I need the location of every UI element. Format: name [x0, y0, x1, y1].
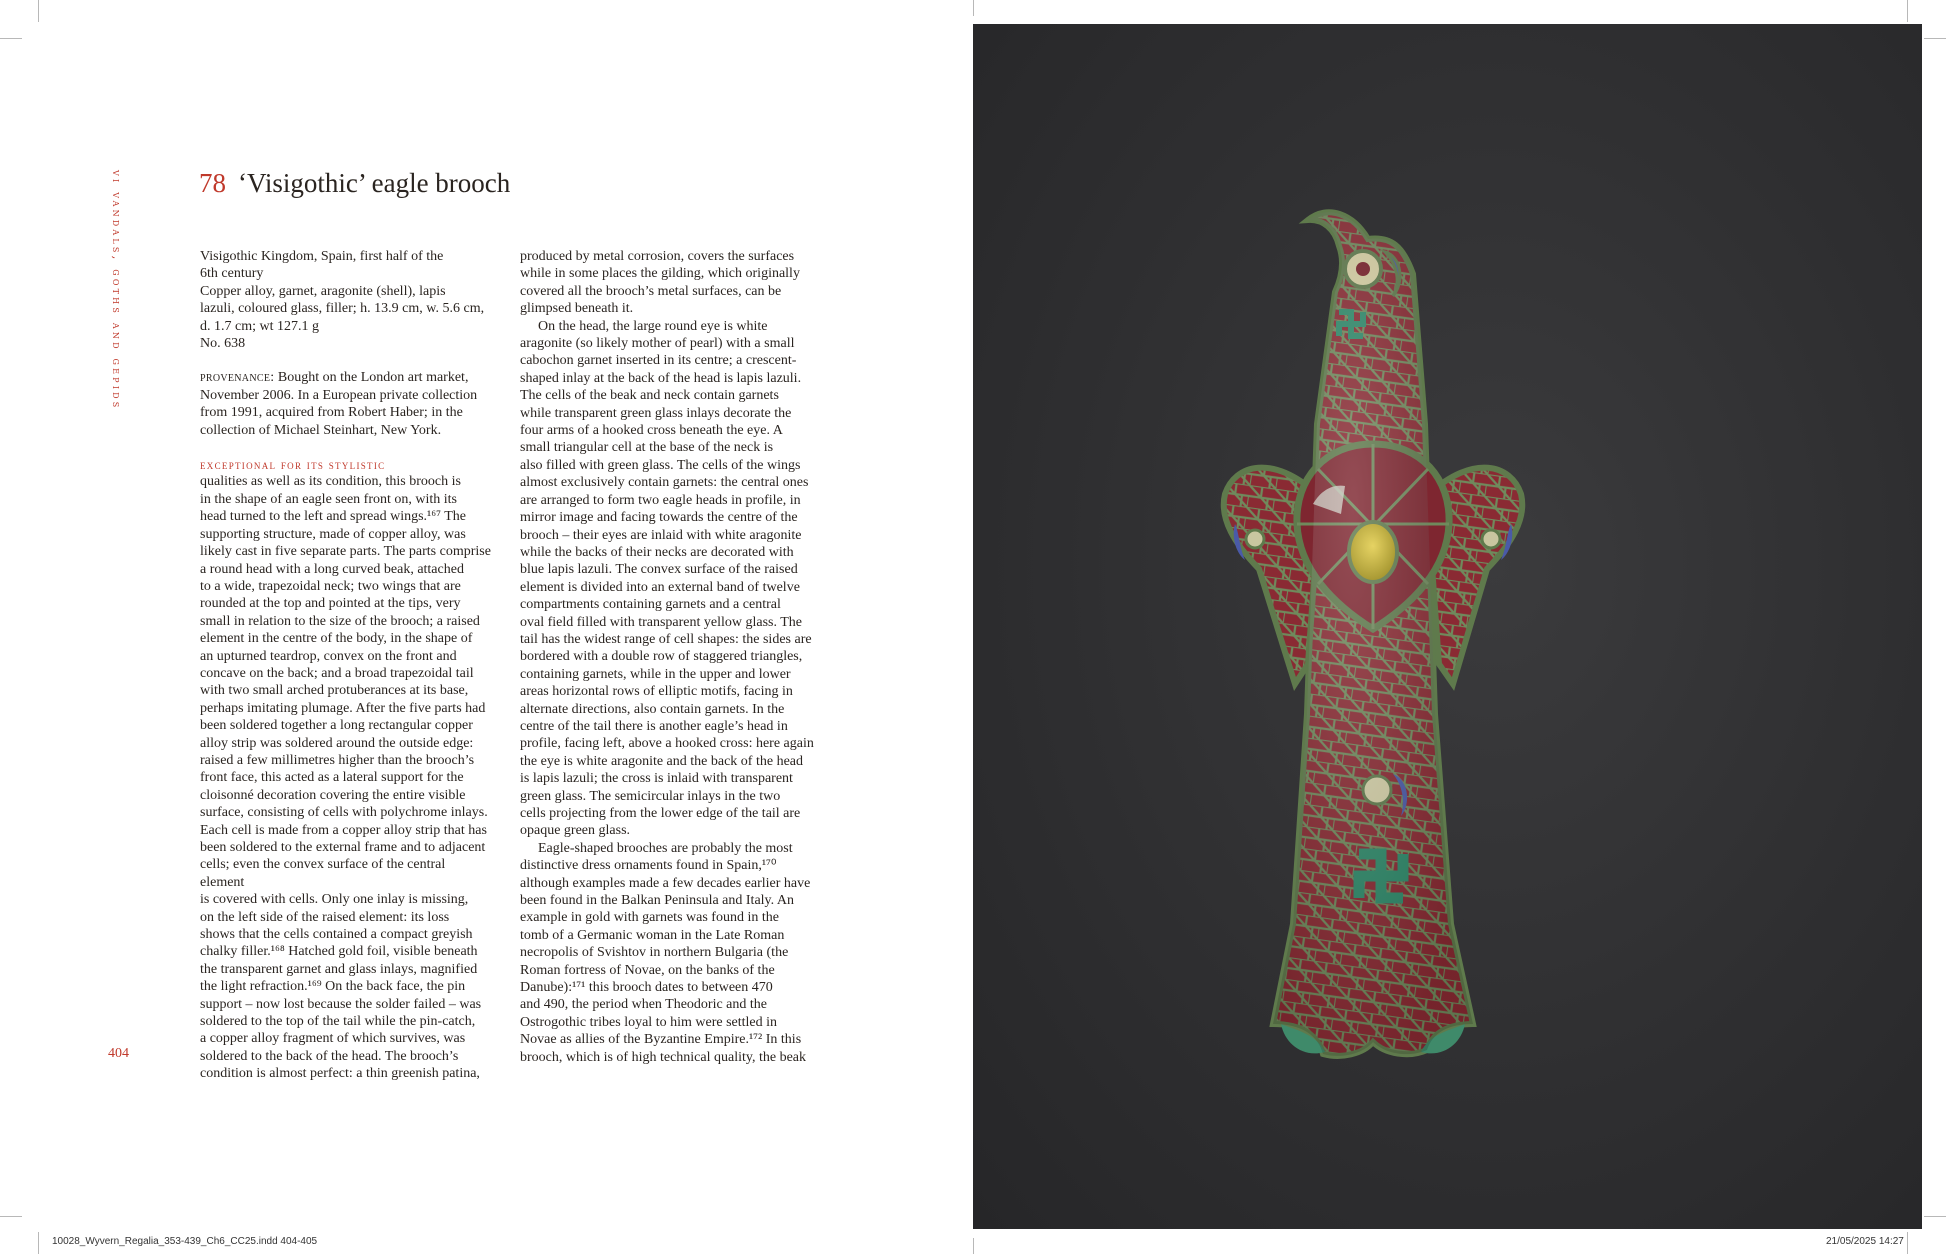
- slug-file-info: 10028_Wyvern_Regalia_353-439_Ch6_CC25.indd 404-405: [52, 1236, 318, 1247]
- text-line: the transparent garnet and glass inlays, magnified: [200, 961, 478, 977]
- text-line: is lapis lazuli; the cross is inlaid with transparent: [520, 771, 793, 787]
- text-line: been soldered to the external frame and to adjacent: [200, 840, 486, 855]
- text-line: front face, this acted as a lateral support for the: [200, 770, 464, 786]
- text-line: brooch, which is of high technical quality, the beak: [520, 1049, 807, 1065]
- crop-mark: [0, 38, 22, 39]
- crop-mark: [1924, 1216, 1946, 1217]
- provenance-label: provenance:: [200, 370, 275, 386]
- text-line: soldered to the top of the tail while the pin-catch,: [200, 1014, 476, 1030]
- entry-number: 78: [199, 168, 226, 198]
- crop-mark: [1907, 0, 1908, 22]
- text-line: chalky filler.¹⁶⁸ Hatched gold foil, visible beneath: [200, 944, 478, 960]
- text-line: surface, consisting of cells with polychrome inlays.: [200, 805, 488, 821]
- text-line: cells; even the convex surface of the central element: [200, 857, 446, 890]
- text-line: also filled with green glass. The cells of the wings: [520, 457, 801, 473]
- wing-eye-left: [1246, 530, 1264, 548]
- crop-mark: [973, 1238, 974, 1254]
- provenance-line: Bought on the London art market,: [274, 370, 469, 386]
- text-line: condition is almost perfect: a thin greenish patina,: [200, 1066, 480, 1082]
- text-line: been soldered together a long rectangular copper: [200, 718, 473, 734]
- text-line: green glass. The semicircular inlays in the two: [520, 788, 781, 804]
- text-line: aragonite (so likely mother of pearl) with a small: [520, 336, 795, 352]
- text-line: bordered with a double row of staggered triangles,: [520, 649, 803, 665]
- text-line: On the head, the large round eye is white: [538, 318, 768, 334]
- text-line: tail has the widest range of cell shapes: the sides are: [520, 631, 812, 647]
- text-line: Novae as allies of the Byzantine Empire.¹⁷² In this: [520, 1032, 802, 1048]
- text-line: on the left side of the raised element: its loss: [200, 909, 450, 925]
- text-line: distinctive dress ornaments found in Spain,¹⁷⁰: [520, 858, 777, 874]
- text-line: shaped inlay at the back of the head is lapis lazuli.: [520, 370, 802, 386]
- text-line: soldered to the back of the head. The brooch’s: [200, 1048, 459, 1064]
- text-line: centre of the tail there is another eagle’s head in: [520, 718, 788, 734]
- body-text-col1: [200, 456, 492, 1083]
- paragraph: [520, 840, 816, 1066]
- text-line: and 490, the period when Theodoric and the: [520, 997, 768, 1013]
- text-line: profile, facing left, above a hooked cross: here again: [520, 736, 814, 752]
- catalogue-line: 6th century: [200, 266, 264, 282]
- text-line: example in gold with garnets was found in the: [520, 910, 779, 926]
- text-line: opaque green glass.: [520, 823, 631, 839]
- text-line: cloisonné decoration covering the entire visible: [200, 787, 466, 803]
- page-number: 404: [108, 1046, 129, 1061]
- wing-eye-right: [1482, 530, 1500, 548]
- text-line: qualities as well as its condition, this brooch is: [200, 474, 461, 490]
- text-line: oval field filled with transparent yellow glass. The: [520, 614, 803, 630]
- text-line: Eagle-shaped brooches are probably the most: [538, 840, 793, 856]
- text-column-right: [520, 248, 816, 1066]
- text-line: blue lapis lazuli. The convex surface of the raised: [520, 562, 798, 578]
- text-line: the eye is white aragonite and the back of the head: [520, 753, 803, 769]
- text-line: Roman fortress of Novae, on the banks of the: [520, 962, 775, 978]
- text-line: a round head with a long curved beak, attached: [200, 561, 464, 577]
- text-line: head turned to the left and spread wings.¹⁶⁷ The: [200, 509, 467, 525]
- text-line: an upturned teardrop, convex on the front and: [200, 648, 457, 664]
- catalogue-details: [200, 248, 492, 352]
- paragraph: [520, 248, 816, 318]
- text-line: alternate directions, also contain garnets. In the: [520, 701, 785, 717]
- text-line: while in some places the gilding, which originally: [520, 266, 800, 282]
- provenance-line: collection of Michael Steinhart, New York.: [200, 422, 442, 438]
- text-line: support – now lost because the solder failed – was: [200, 996, 482, 1012]
- provenance-line: November 2006. In a European private collection: [200, 387, 478, 403]
- entry-title: [199, 168, 510, 199]
- text-line: while the backs of their necks are decorated with: [520, 544, 794, 560]
- text-line: been found in the Balkan Peninsula and Italy. An: [520, 893, 794, 909]
- text-line: cabochon garnet inserted in its centre; a crescent-: [520, 353, 797, 369]
- text-line: cells projecting from the lower edge of the tail are: [520, 806, 801, 821]
- text-line: containing garnets, while in the upper and lower: [520, 666, 791, 682]
- text-line: the light refraction.¹⁶⁹ On the back face, the pin: [200, 979, 466, 995]
- text-line: four arms of a hooked cross beneath the eye. A: [520, 423, 783, 439]
- brooch-photograph: [973, 24, 1922, 1229]
- text-line: alloy strip was soldered around the outside edge:: [200, 735, 474, 751]
- text-line: Ostrogothic tribes loyal to him were settled in: [520, 1014, 778, 1030]
- catalogue-line: d. 1.7 cm; wt 127.1 g: [200, 318, 319, 334]
- text-line: element is divided into an external band of twelve: [520, 579, 800, 595]
- text-line: to a wide, trapezoidal neck; two wings that are: [200, 578, 461, 594]
- text-line: raised a few millimetres higher than the brooch’s: [200, 752, 475, 768]
- text-line: tomb of a Germanic woman in the Late Roman: [520, 927, 785, 943]
- entry-title-text: ‘Visigothic’ eagle brooch: [238, 168, 511, 198]
- text-line: likely cast in five separate parts. The parts comprise: [200, 544, 491, 560]
- text-line: is covered with cells. Only one inlay is missing,: [200, 892, 469, 908]
- catalogue-line: Visigothic Kingdom, Spain, first half of the: [200, 249, 444, 264]
- provenance-line: from 1991, acquired from Robert Haber; in the: [200, 405, 463, 421]
- text-line: small in relation to the size of the brooch; a raised: [200, 613, 480, 629]
- text-line: covered all the brooch’s metal surfaces, can be: [520, 283, 782, 299]
- text-line: while transparent green glass inlays decorate the: [520, 405, 792, 421]
- crop-mark: [0, 1216, 22, 1217]
- text-line: necropolis of Svishtov in northern Bulgaria (the: [520, 945, 789, 961]
- provenance: [200, 369, 492, 439]
- text-line: glimpsed beneath it.: [520, 301, 634, 317]
- text-line: Danube):¹⁷¹ this brooch dates to between 470: [520, 980, 773, 996]
- text-line: compartments containing garnets and a central: [520, 597, 781, 613]
- text-line: brooch – their eyes are inlaid with white aragonite: [520, 527, 802, 543]
- text-line: a copper alloy fragment of which survives, was: [200, 1031, 466, 1047]
- text-line: are arranged to form two eagle heads in profile, in: [520, 492, 801, 508]
- text-line: produced by metal corrosion, covers the surfaces: [520, 249, 795, 264]
- text-line: The cells of the beak and neck contain garnets: [520, 388, 779, 404]
- text-line: Each cell is made from a copper alloy strip that has: [200, 822, 487, 838]
- running-head: vi vandals, goths and gepids: [110, 170, 124, 411]
- crop-mark: [38, 0, 39, 22]
- text-line: with two small arched protuberances at its base,: [200, 683, 469, 699]
- text-line: although examples made a few decades earlier have: [520, 875, 811, 891]
- crop-mark: [38, 1232, 39, 1254]
- paragraph: [520, 318, 816, 840]
- slug-date-time: 21/05/2025 14:27: [1826, 1236, 1904, 1247]
- text-line: in the shape of an eagle seen front on, with its: [200, 491, 457, 507]
- eagle-brooch-image: [973, 24, 1922, 1229]
- text-line: areas horizontal rows of elliptic motifs, facing in: [520, 684, 793, 700]
- catalogue-line: No. 638: [200, 336, 246, 352]
- text-line: rounded at the top and pointed at the tips, very: [200, 596, 461, 612]
- text-line: supporting structure, made of copper alloy, was: [200, 526, 466, 542]
- text-line: small triangular cell at the base of the neck is: [520, 440, 774, 456]
- text-line: shows that the cells contained a compact greyish: [200, 927, 473, 943]
- crop-mark: [973, 0, 974, 16]
- lead-in: exceptional for its stylistic: [200, 457, 386, 473]
- catalogue-line: Copper alloy, garnet, aragonite (shell), lapis: [200, 283, 446, 299]
- text-line: perhaps imitating plumage. After the five parts had: [200, 700, 486, 716]
- text-line: mirror image and facing towards the centre of the: [520, 510, 798, 526]
- text-column-left: [200, 248, 492, 1083]
- text-line: almost exclusively contain garnets: the central ones: [520, 475, 809, 491]
- text-line: element in the centre of the body, in the shape of: [200, 631, 473, 647]
- catalogue-line: lazuli, coloured glass, filler; h. 13.9 cm, w. 5.6 cm,: [200, 301, 485, 317]
- crop-mark: [1924, 38, 1946, 39]
- text-line: concave on the back; and a broad trapezoidal tail: [200, 665, 474, 681]
- crop-mark: [1907, 1232, 1908, 1254]
